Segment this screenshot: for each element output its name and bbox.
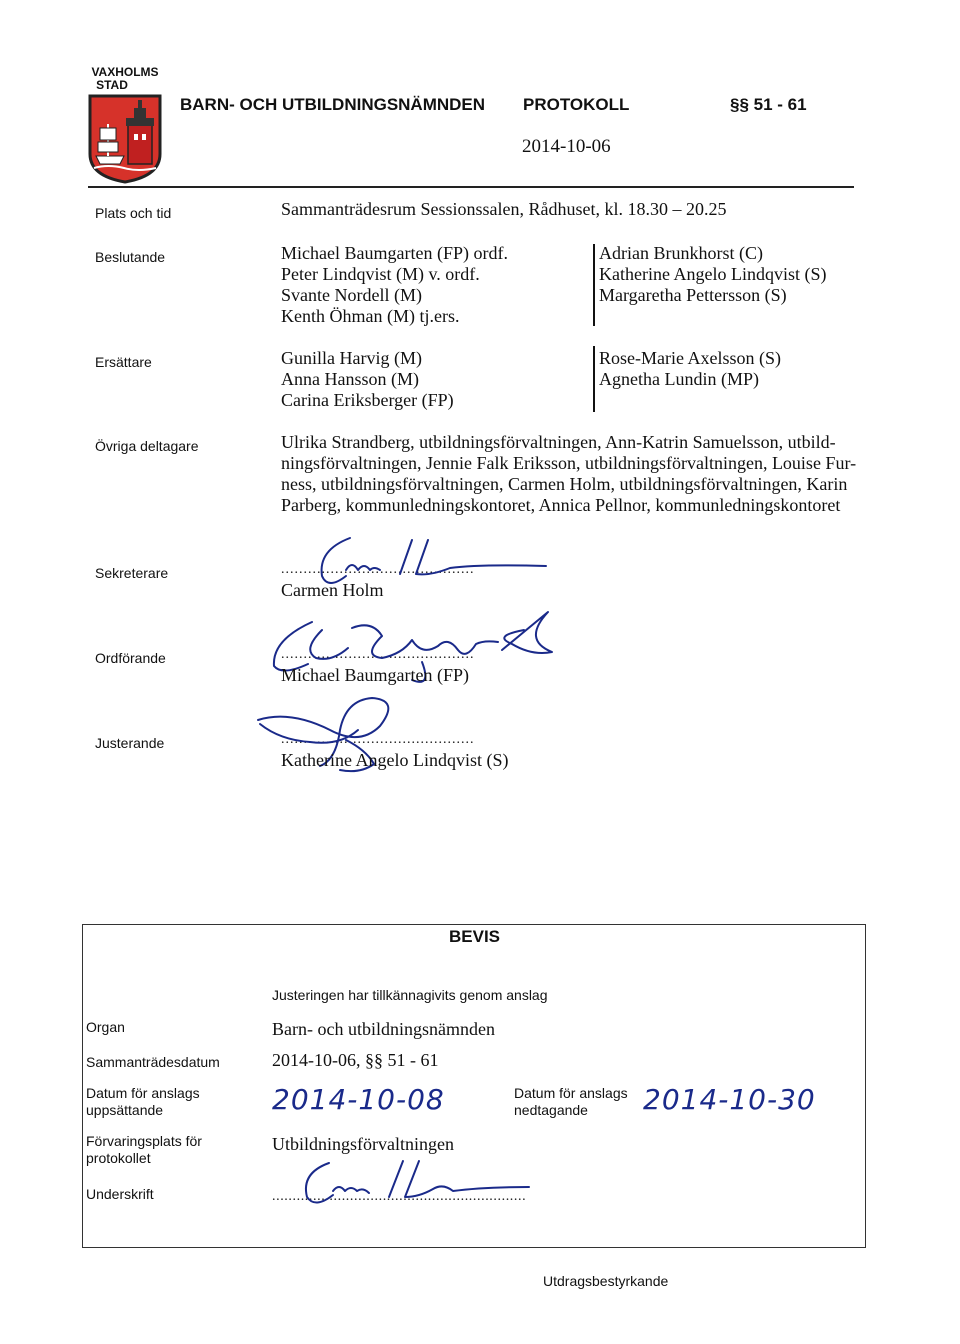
text-line: ness, utbildningsförvaltningen, Carmen Holm, utbildningsförvaltningen, Karin	[281, 474, 848, 494]
secretary-name: Carmen Holm	[281, 580, 384, 600]
list-item: Gunilla Harvig (M)	[281, 348, 422, 368]
header-divider	[88, 186, 854, 188]
label-line: Datum för anslags	[86, 1085, 200, 1101]
decision-makers-right	[599, 243, 826, 306]
certificate-title: BEVIS	[449, 927, 501, 946]
place-value: Sammanträdesrum Sessionssalen, Rådhuset, kl. 18.30 – 20.25	[281, 199, 727, 219]
organ-label: Organ	[86, 1019, 125, 1035]
substitutes-label: Ersättare	[95, 354, 152, 370]
chair-name: Michael Baumgarten (FP)	[281, 665, 469, 685]
signature-label: Underskrift	[86, 1186, 154, 1202]
text-line: Parberg, kommunledningskontoret, Annica Pellnor, kommunledningskontoret	[281, 495, 841, 515]
list-item: Rose-Marie Axelsson (S)	[599, 348, 781, 368]
other-participants-value	[281, 432, 856, 516]
decision-makers-label: Beslutande	[95, 249, 166, 265]
secretary-label: Sekreterare	[95, 565, 169, 581]
logo-text-line-2: STAD	[96, 78, 128, 92]
list-item: Kenth Öhman (M) tj.ers.	[281, 306, 460, 326]
chair-signature-line: ...........................................	[281, 647, 475, 662]
footer-certified-extract: Utdragsbestyrkande	[543, 1273, 669, 1289]
posted-date-value: 2014-10-08	[272, 1083, 445, 1116]
adjuster-signature-line: ...........................................	[281, 732, 475, 747]
text-line: ningsförvaltningen, Jennie Falk Eriksson, utbildningsförvaltningen, Louise Fur-	[281, 453, 857, 473]
list-item: Agnetha Lundin (MP)	[599, 369, 759, 389]
certificate-signature-icon	[293, 1157, 533, 1213]
meeting-date-label: Sammanträdesdatum	[86, 1054, 220, 1070]
paragraph-range: §§ 51 - 61	[730, 95, 807, 114]
certificate-signature-line: ..............................................................	[272, 1189, 527, 1204]
column-divider	[593, 244, 595, 326]
certificate-intro: Justeringen har tillkännagivits genom anslag	[272, 987, 548, 1003]
document-type: PROTOKOLL	[523, 95, 630, 114]
label-line: uppsättande	[86, 1102, 164, 1118]
organ-value: Barn- och utbildningsnämnden	[272, 1019, 495, 1039]
city-coat-of-arms-icon	[88, 94, 162, 184]
label-line: Datum för anslags	[514, 1085, 628, 1101]
list-item: Adrian Brunkhorst (C)	[599, 243, 763, 263]
adjuster-name: Katherine Angelo Lindqvist (S)	[281, 750, 509, 770]
list-item: Svante Nordell (M)	[281, 285, 422, 305]
secretary-signature-line: ...........................................	[281, 562, 475, 577]
substitutes-right	[599, 348, 781, 390]
text-line: Ulrika Strandberg, utbildningsförvaltningen, Ann-Katrin Samuelsson, utbild-	[281, 432, 836, 452]
storage-location-label	[86, 1133, 202, 1167]
list-item: Katherine Angelo Lindqvist (S)	[599, 264, 827, 284]
label-line: nedtagande	[514, 1102, 588, 1118]
committee-title: BARN- OCH UTBILDNINGSNÄMNDEN	[180, 95, 486, 114]
logo-text-line-1: VAXHOLMS	[91, 65, 159, 79]
decision-makers-left	[281, 243, 508, 327]
certificate-box	[82, 924, 866, 1248]
column-divider	[593, 346, 595, 412]
posted-date-label	[86, 1085, 200, 1119]
meeting-date-value: 2014-10-06, §§ 51 - 61	[272, 1050, 439, 1070]
meeting-date: 2014-10-06	[522, 136, 611, 157]
label-line: Förvaringsplats för	[86, 1133, 202, 1149]
list-item: Michael Baumgarten (FP) ordf.	[281, 243, 508, 263]
removed-date-label	[514, 1085, 628, 1119]
list-item: Carina Eriksberger (FP)	[281, 390, 454, 410]
adjuster-label: Justerande	[95, 735, 165, 751]
place-label: Plats och tid	[95, 205, 172, 221]
list-item: Anna Hansson (M)	[281, 369, 419, 389]
substitutes-left	[281, 348, 454, 411]
list-item: Peter Lindqvist (M) v. ordf.	[281, 264, 480, 284]
other-participants-label: Övriga deltagare	[95, 438, 199, 454]
logo-text	[88, 66, 162, 92]
removed-date-value: 2014-10-30	[643, 1083, 816, 1116]
label-line: protokollet	[86, 1150, 151, 1166]
chair-label: Ordförande	[95, 650, 166, 666]
storage-location-value: Utbildningsförvaltningen	[272, 1134, 454, 1154]
list-item: Margaretha Pettersson (S)	[599, 285, 787, 305]
